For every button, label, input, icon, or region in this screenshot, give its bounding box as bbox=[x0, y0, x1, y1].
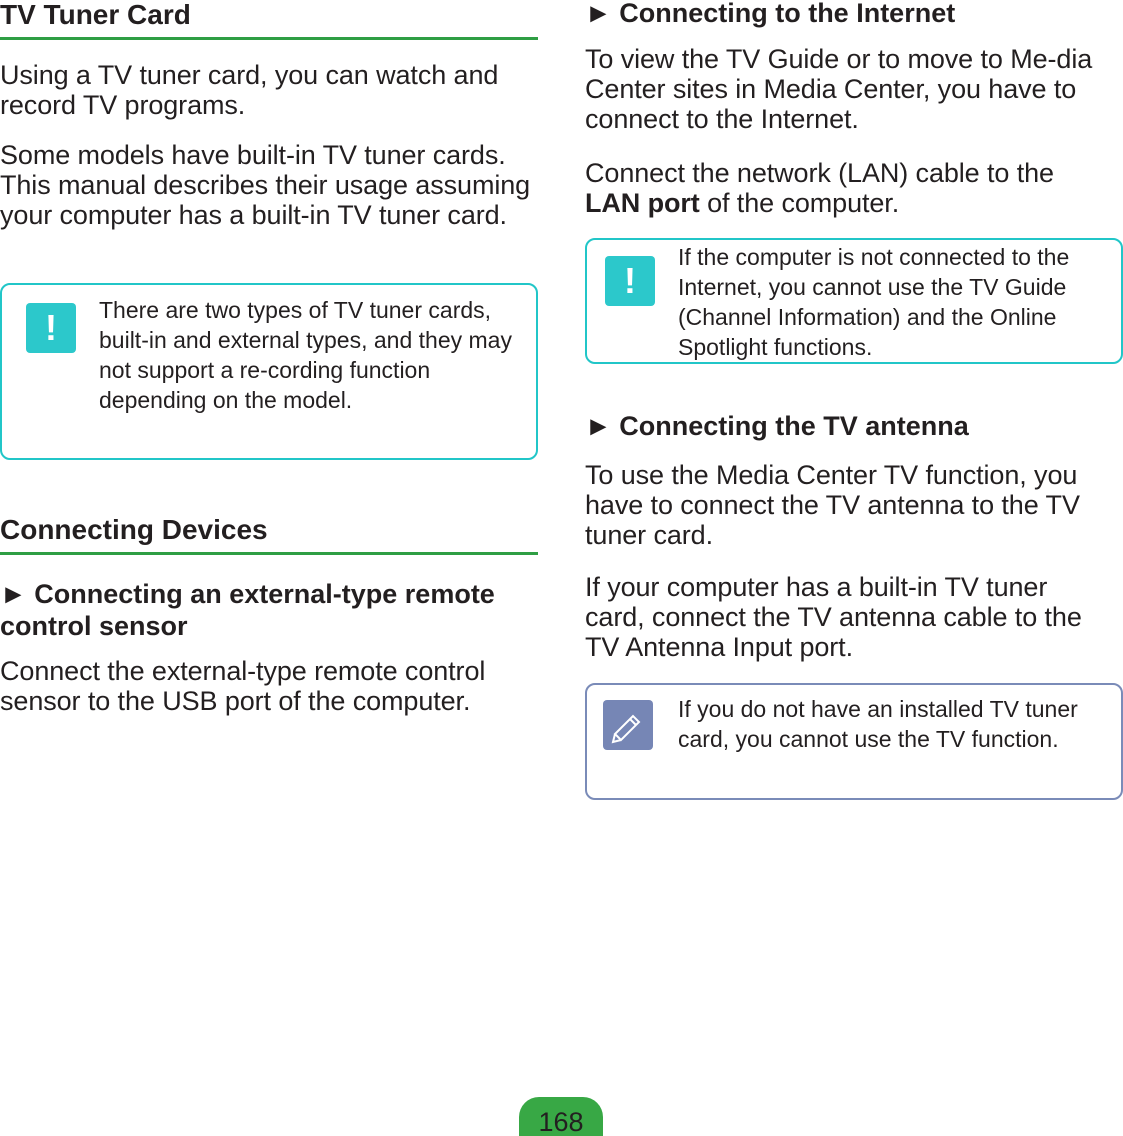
antenna-paragraph-1: To use the Media Center TV function, you have to connect the TV antenna to the TV tuner card. bbox=[585, 460, 1080, 550]
info-note-no-tuner bbox=[585, 683, 1123, 800]
subsection-title-remote-sensor: ► Connecting an external-type remote control sensor bbox=[0, 579, 495, 641]
lan-port-label: LAN port bbox=[585, 188, 700, 218]
caution-note-text: There are two types of TV tuner cards, built-in and external types, and they may not support a re-cording function depending on the model. bbox=[99, 297, 512, 413]
exclamation-icon: ! bbox=[605, 256, 655, 306]
remote-sensor-paragraph: Connect the external-type remote control sensor to the USB port of the computer. bbox=[0, 656, 486, 716]
section-title-tv-tuner-card: TV Tuner Card bbox=[0, 0, 538, 40]
internet-paragraph-1: To view the TV Guide or to move to Me-dia Center sites in Media Center, you have to connect to the Internet. bbox=[585, 44, 1093, 134]
internet-paragraph-2 bbox=[585, 158, 1115, 218]
intro-paragraph-1: Using a TV tuner card, you can watch and record TV programs. bbox=[0, 60, 499, 120]
subsection-title-internet: ► Connecting to the Internet bbox=[585, 0, 956, 28]
subsection-title-tv-antenna: ► Connecting the TV antenna bbox=[585, 411, 969, 441]
antenna-paragraph-2: If your computer has a built-in TV tuner card, connect the TV antenna cable to the TV Antenna Input port. bbox=[585, 572, 1082, 662]
internet-paragraph-2-suffix: of the computer. bbox=[699, 188, 900, 218]
caution-note-tuner-types bbox=[0, 283, 538, 460]
page-number: 168 bbox=[519, 1097, 603, 1136]
intro-paragraph-2: Some models have built-in TV tuner cards. This manual describes their usage assuming your computer has a built-in TV tuner card. bbox=[0, 140, 531, 230]
left-column bbox=[0, 0, 538, 230]
info-note-text: If you do not have an installed TV tuner card, you cannot use the TV function. bbox=[678, 696, 1078, 752]
section-title-connecting-devices: Connecting Devices bbox=[0, 515, 538, 555]
pencil-icon-graphic bbox=[603, 700, 653, 750]
exclamation-icon: ! bbox=[26, 303, 76, 353]
internet-paragraph-2-prefix: Connect the network (LAN) cable to the bbox=[585, 158, 1054, 188]
pencil-icon bbox=[603, 700, 653, 750]
caution-note-internet bbox=[585, 238, 1123, 364]
caution-note-text: If the computer is not connected to the Internet, you cannot use the TV Guide (Channel Information) and the Online Spotlight functions. bbox=[678, 244, 1070, 360]
